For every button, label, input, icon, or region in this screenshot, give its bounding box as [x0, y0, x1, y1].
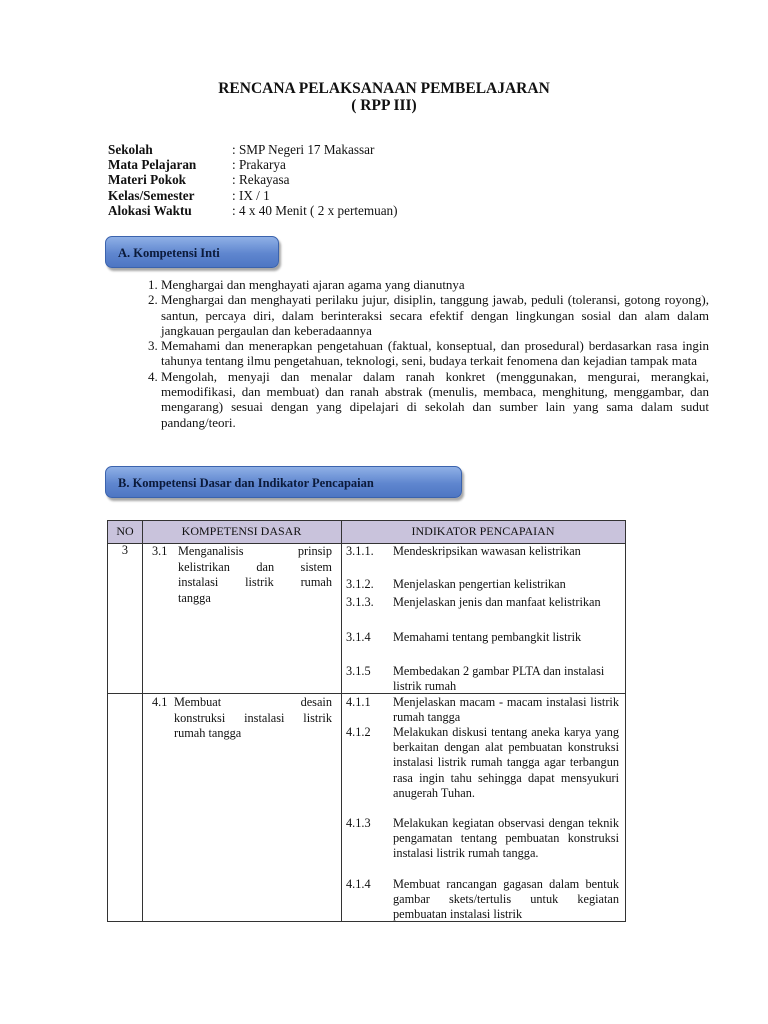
- header-kompetensi-dasar: KOMPETENSI DASAR: [181, 524, 302, 538]
- indicator-text: Membedakan 2 gambar PLTA dan instalasi listrik rumah: [393, 664, 605, 694]
- kd-line: Membuat desain: [174, 695, 332, 709]
- indicator-number: 3.1.2.: [346, 577, 374, 591]
- indicator-text: Menjelaskan jenis dan manfaat kelistrikan: [393, 595, 601, 609]
- info-label: Sekolah: [108, 142, 153, 157]
- kd-number: 3.1: [152, 544, 168, 558]
- indicator-text: Menjelaskan macam - macam instalasi listrik rumah tangga: [393, 695, 619, 725]
- info-row-subject: [108, 157, 398, 172]
- header-no: NO: [116, 524, 134, 538]
- info-label: Mata Pelajaran: [108, 157, 197, 173]
- kd-line: Menganalisis prinsip: [178, 544, 332, 558]
- info-value: : IX / 1: [232, 187, 270, 203]
- info-value: : Rekayasa: [232, 172, 290, 188]
- identity-block: [108, 142, 398, 218]
- section-a-heading: A. Kompetensi Inti: [105, 236, 279, 268]
- indicator-number: 3.1.5: [346, 664, 371, 678]
- kd-line: kelistrikan dan sistem: [178, 559, 332, 574]
- kd-line: instalasi listrik rumah: [178, 575, 332, 589]
- indicator-number: 4.1.2: [346, 725, 371, 739]
- info-row-topic: [108, 172, 398, 187]
- row-number: 3: [121, 543, 129, 557]
- header-indikator: INDIKATOR PENCAPAIAN: [411, 524, 555, 538]
- section-b-heading: B. Kompetensi Dasar dan Indikator Pencapaian: [105, 466, 462, 498]
- info-label: Kelas/Semester: [108, 187, 195, 203]
- indicator-text: Memahami tentang pembangkit listrik: [393, 630, 582, 644]
- indicator-text: Melakukan kegiatan observasi dengan teknik pengamatan tentang pembuatan konstruksi instalasi listrik rumah tangga.: [393, 816, 619, 861]
- indicator-number: 4.1.1: [346, 695, 371, 709]
- info-row-time: [108, 203, 398, 218]
- document-title: RENCANA PELAKSANAAN PEMBELAJARAN: [218, 80, 550, 97]
- info-row-class: [108, 188, 398, 203]
- indicator-number: 3.1.3.: [346, 595, 374, 609]
- list-item: 3. Memahami dan menerapkan pengetahuan (faktual, konseptual, dan prosedural) berdasarkan rasa ingin tahunya tentang ilmu pengetahuan, teknologi, seni, budaya terkait fenomena dan kejadian tampak mata: [161, 338, 709, 369]
- document-subtitle: ( RPP III): [351, 97, 417, 114]
- list-item: 4. Mengolah, menyaji dan menalar dalam ranah konkret (menggunakan, mengurai, merangkai, memodifikasi, dan membuat) dan ranah abstrak (menulis, membaca, menghitung, menggambar, dan mengarang) sesuai dengan yang dipelajari di sekolah dan sumber lain yang sama dalam sudut pandang/teori.: [161, 369, 709, 430]
- list-item: 1. Menghargai dan menghayati ajaran agama yang dianutnya: [161, 277, 709, 292]
- indicator-number: 4.1.4: [346, 877, 371, 891]
- kd-number: 4.1: [152, 695, 168, 709]
- competence-table: [107, 520, 626, 922]
- info-label: Alokasi Waktu: [108, 202, 192, 218]
- info-value: : 4 x 40 Menit ( 2 x pertemuan): [232, 202, 398, 218]
- core-competence-list: [140, 277, 709, 430]
- indicator-text: Menjelaskan pengertian kelistrikan: [393, 577, 566, 591]
- kd-line: tangga: [178, 590, 211, 605]
- indicator-text: Melakukan diskusi tentang aneka karya yang berkaitan dengan alat pembuatan konstruksi instalasi listrik rumah tangga agar terbangun rasa ingin tahu sehingga dapat mensyukuri anugerah Tuhan.: [393, 725, 619, 800]
- column-divider: [142, 521, 143, 921]
- indicator-text: Membuat rancangan gagasan dalam bentuk gambar skets/tertulis untuk kegiatan pembuatan instalasi listrik: [393, 877, 619, 922]
- column-divider: [341, 521, 342, 921]
- kd-line: konstruksi instalasi listrik: [174, 710, 332, 725]
- list-item: 2. Menghargai dan menghayati perilaku jujur, disiplin, tanggung jawab, peduli (toleransi, gotong royong), santun, percaya diri, dalam berinteraksi secara efektif dengan lingkungan sosial dan alam dalam jangkauan pergaulan dan keberadaannya: [161, 292, 709, 338]
- info-value: : SMP Negeri 17 Makassar: [232, 142, 375, 157]
- indicator-number: 3.1.4: [346, 630, 371, 644]
- indicator-text: Mendeskripsikan wawasan kelistrikan: [393, 544, 581, 558]
- indicator-number: 4.1.3: [346, 816, 371, 830]
- kd-line: rumah tangga: [174, 726, 242, 740]
- indicator-number: 3.1.1.: [346, 544, 374, 558]
- info-value: : Prakarya: [232, 157, 286, 173]
- info-row-school: [108, 142, 398, 157]
- info-label: Materi Pokok: [108, 172, 187, 188]
